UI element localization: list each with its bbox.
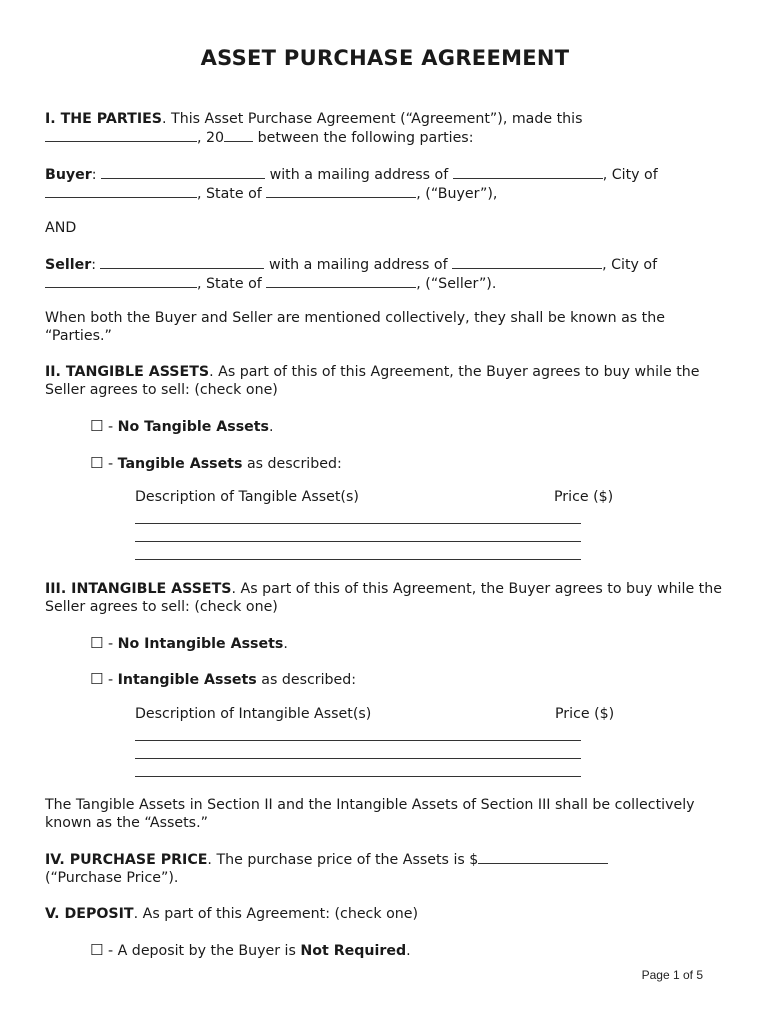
buyer-mailing-text: with a mailing address of (265, 167, 453, 183)
seller-label: Seller (45, 257, 92, 273)
agreement-year-field[interactable] (224, 128, 253, 142)
tangible-option-none (90, 417, 770, 436)
option-suffix: as described: (242, 456, 342, 472)
intangible-option-none (90, 634, 770, 653)
intangible-section (45, 580, 725, 616)
option-label: Not Required (300, 943, 407, 959)
option-prefix: - (103, 456, 118, 472)
seller-state-text: , State of (197, 276, 267, 292)
purchase-price-field[interactable] (478, 850, 608, 864)
page-number: Page 1 of 5 (641, 968, 703, 982)
parties-date-comma: , 20 (197, 130, 225, 146)
option-label: Tangible Assets (117, 456, 243, 472)
buyer-name-field[interactable] (101, 165, 265, 179)
seller-city-field[interactable] (45, 274, 197, 288)
option-suffix: as described: (256, 672, 357, 688)
parties-text: . This Asset Purchase Agreement (“Agreement”), made this (162, 111, 583, 127)
checkbox-icon[interactable]: ☐ (90, 454, 104, 472)
seller-section (45, 255, 725, 293)
intangible-asset-line-3[interactable] (135, 776, 581, 777)
buyer-label: Buyer (45, 167, 92, 183)
intangible-table-header (135, 706, 625, 722)
deposit-heading: V. DEPOSIT (45, 906, 134, 922)
intangible-asset-line-1[interactable] (135, 740, 581, 741)
checkbox-icon[interactable]: ☐ (90, 417, 104, 435)
buyer-colon: : (91, 167, 97, 183)
tangible-asset-line-1[interactable] (135, 523, 581, 524)
option-prefix: - A deposit by the Buyer is (103, 943, 301, 959)
tangible-description-header: Description of Tangible Asset(s) (135, 489, 359, 505)
tangible-asset-line-2[interactable] (135, 541, 581, 542)
parties-section (45, 110, 725, 147)
intangible-price-header: Price ($) (555, 706, 615, 722)
buyer-state-field[interactable] (266, 184, 416, 198)
tangible-option-described (90, 454, 770, 473)
tangible-price-header: Price ($) (554, 489, 614, 505)
tangible-section (45, 363, 725, 399)
buyer-city-text: , City of (602, 167, 658, 183)
intangible-description-header: Description of Intangible Asset(s) (135, 706, 372, 722)
document-title: ASSET PURCHASE AGREEMENT (200, 46, 570, 70)
buyer-address-field[interactable] (453, 165, 603, 179)
seller-mailing-text: with a mailing address of (264, 257, 453, 273)
option-suffix: . (269, 419, 274, 435)
purchase-price-text: . The purchase price of the Assets is $ (207, 852, 479, 868)
option-label: Intangible Assets (117, 672, 257, 688)
option-suffix: . (283, 636, 288, 652)
option-suffix: . (406, 943, 411, 959)
option-prefix: - (103, 636, 118, 652)
seller-name-field[interactable] (100, 255, 264, 269)
purchase-price-section (45, 850, 725, 887)
checkbox-icon[interactable]: ☐ (90, 634, 104, 652)
tangible-text: . As part of this of this Agreement, the Buyer agrees to buy while the Seller agrees to sell: (check one) (45, 364, 700, 398)
deposit-section (45, 905, 725, 923)
tangible-heading: II. TANGIBLE ASSETS (45, 364, 210, 380)
and-text: AND (45, 220, 77, 236)
tangible-table-header (135, 489, 625, 505)
buyer-section (45, 165, 725, 203)
parties-text-2: between the following parties: (253, 130, 474, 146)
parties-heading: I. THE PARTIES (45, 111, 163, 127)
checkbox-icon[interactable]: ☐ (90, 670, 104, 688)
agreement-day-field[interactable] (45, 128, 197, 142)
deposit-text: . As part of this Agreement: (check one) (133, 906, 419, 922)
tangible-asset-line-3[interactable] (135, 559, 581, 560)
seller-city-text: , City of (602, 257, 658, 273)
option-prefix: - (103, 419, 118, 435)
intangible-asset-line-2[interactable] (135, 758, 581, 759)
intangible-text: . As part of this of this Agreement, the Buyer agrees to buy while the Seller agrees to sell: (check one) (45, 581, 722, 615)
collective-paragraph: When both the Buyer and Seller are mentioned collectively, they shall be known as the “Parties.” (45, 310, 665, 344)
purchase-price-heading: IV. PURCHASE PRICE (45, 852, 208, 868)
option-label: No Intangible Assets (117, 636, 284, 652)
seller-state-field[interactable] (266, 274, 416, 288)
option-label: No Tangible Assets (117, 419, 269, 435)
seller-colon: : (91, 257, 96, 273)
option-prefix: - (103, 672, 118, 688)
buyer-state-text: , State of (197, 186, 267, 202)
checkbox-icon[interactable]: ☐ (90, 941, 104, 959)
intangible-option-described (90, 670, 770, 689)
deposit-option-not-required (90, 941, 770, 960)
assets-note-paragraph: The Tangible Assets in Section II and the Intangible Assets of Section III shall be collectively known as the “Assets.” (45, 797, 695, 831)
buyer-role-text: , (“Buyer”), (416, 186, 498, 202)
buyer-city-field[interactable] (45, 184, 197, 198)
intangible-heading: III. INTANGIBLE ASSETS (45, 581, 232, 597)
purchase-price-label: (“Purchase Price”). (45, 870, 179, 886)
seller-address-field[interactable] (452, 255, 602, 269)
seller-role-text: , (“Seller”). (416, 276, 497, 292)
